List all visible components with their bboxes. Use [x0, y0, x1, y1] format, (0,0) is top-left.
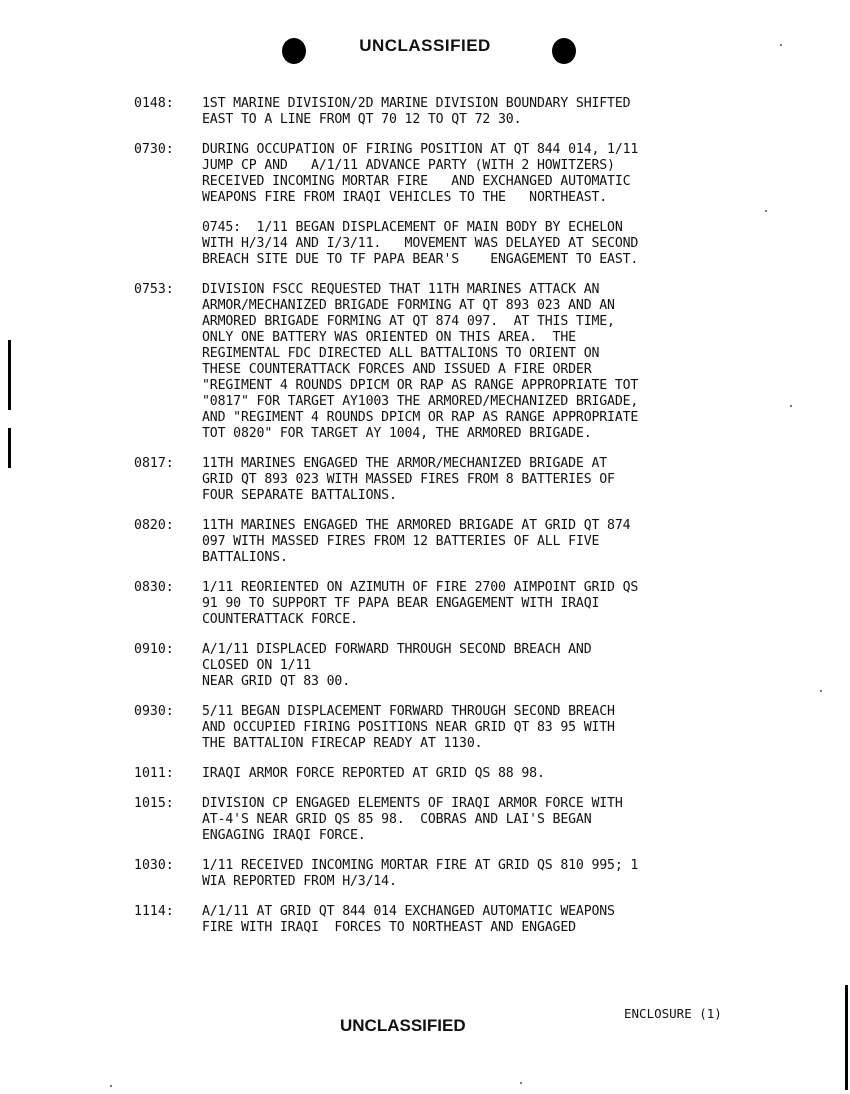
entry-text: A/1/11 AT GRID QT 844 014 EXCHANGED AUTOMATIC WEAPONS FIRE WITH IRAQI FORCES TO NORTHEAST AND ENGAGED	[202, 904, 615, 935]
entry-time: 1015:	[134, 796, 174, 811]
log-entry-0730	[0, 142, 850, 268]
scan-margin-mark	[845, 985, 848, 1090]
entry-time: 1011:	[134, 766, 174, 781]
entry-text: DIVISION CP ENGAGED ELEMENTS OF IRAQI ARMOR FORCE WITH AT-4'S NEAR GRID QS 85 98. COBRAS AND LAI'S BEGAN ENGAGING IRAQI FORCE.	[202, 796, 623, 843]
log-entry-0817	[0, 456, 850, 504]
entry-time: 0817:	[134, 456, 174, 471]
entry-time: 0910:	[134, 642, 174, 657]
classification-footer: UNCLASSIFIED	[340, 1016, 466, 1035]
log-entry-0820	[0, 518, 850, 566]
entry-time: 0820:	[134, 518, 174, 533]
scan-speck	[520, 1082, 522, 1084]
log-entries	[0, 96, 850, 950]
log-entry-0753	[0, 282, 850, 442]
scan-speck	[780, 44, 782, 46]
scan-speck	[790, 405, 792, 407]
entry-text: 1/11 REORIENTED ON AZIMUTH OF FIRE 2700 AIMPOINT GRID QS 91 90 TO SUPPORT TF PAPA BEAR ENGAGEMENT WITH IRAQI COUNTERATTACK FORCE.	[202, 580, 639, 627]
classification-header: UNCLASSIFIED	[359, 36, 491, 55]
log-entry-0830	[0, 580, 850, 628]
entry-time: 1030:	[134, 858, 174, 873]
entry-time: 0730:	[134, 142, 174, 157]
entry-text: 11TH MARINES ENGAGED THE ARMOR/MECHANIZED BRIGADE AT GRID QT 893 023 WITH MASSED FIRES FROM 8 BATTERIES OF FOUR SEPARATE BATTALIONS.	[202, 456, 615, 503]
log-entry-0930	[0, 704, 850, 752]
scan-speck	[820, 690, 822, 692]
scan-speck	[765, 210, 767, 212]
entry-subparagraph: 0745: 1/11 BEGAN DISPLACEMENT OF MAIN BODY BY ECHELON WITH H/3/14 AND I/3/11. MOVEMENT WAS DELAYED AT SECOND BREACH SITE DUE TO TF PAPA BEAR'S ENGAGEMENT TO EAST.	[202, 220, 639, 267]
entry-text: IRAQI ARMOR FORCE REPORTED AT GRID QS 88 98.	[202, 766, 545, 781]
entry-time: 1114:	[134, 904, 174, 919]
scan-margin-mark	[8, 428, 11, 468]
enclosure-label: ENCLOSURE (1)	[624, 1006, 722, 1021]
entry-text: 5/11 BEGAN DISPLACEMENT FORWARD THROUGH SECOND BREACH AND OCCUPIED FIRING POSITIONS NEAR GRID QT 83 95 WITH THE BATTALION FIRECAP READY AT 1130.	[202, 704, 615, 751]
entry-text: 1ST MARINE DIVISION/2D MARINE DIVISION BOUNDARY SHIFTED EAST TO A LINE FROM QT 70 12 TO QT 72 30.	[202, 96, 631, 127]
entry-text: DURING OCCUPATION OF FIRING POSITION AT QT 844 014, 1/11 JUMP CP AND A/1/11 ADVANCE PARTY (WITH 2 HOWITZERS) RECEIVED INCOMING MORTAR FIRE AND EXCHANGED AUTOMATIC WEAPONS FIRE FROM IRAQI VEHICLES TO THE NORTHEAST.	[202, 142, 639, 205]
log-entry-0910	[0, 642, 850, 690]
log-entry-1015	[0, 796, 850, 844]
log-entry-1011	[0, 766, 850, 782]
entry-text: 1/11 RECEIVED INCOMING MORTAR FIRE AT GRID QS 810 995; 1 WIA REPORTED FROM H/3/14.	[202, 858, 639, 889]
entry-time: 0753:	[134, 282, 174, 297]
entry-text: DIVISION FSCC REQUESTED THAT 11TH MARINES ATTACK AN ARMOR/MECHANIZED BRIGADE FORMING AT QT 893 023 AND AN ARMORED BRIGADE FORMING AT QT 874 097. AT THIS TIME, ONLY ONE BATTERY WAS ORIENTED ON THIS AREA. THE REGIMENTAL FDC DIRECTED ALL BATTALIONS TO ORIENT ON THESE COUNTERATTACK FORCES AND ISSUED A FIRE ORDER "REGIMENT 4 ROUNDS DPICM OR RAP AS RANGE APPROPRIATE TOT "0817" FOR TARGET AY1003 THE ARMORED/MECHANIZED BRIGADE, AND "REGIMENT 4 ROUNDS DPICM OR RAP AS RANGE APPROPRIATE TOT 0820" FOR TARGET AY 1004, THE ARMORED BRIGADE.	[202, 282, 639, 441]
log-entry-1030	[0, 858, 850, 890]
log-entry-0148	[0, 96, 850, 128]
entry-time: 0148:	[134, 96, 174, 111]
entry-text: A/1/11 DISPLACED FORWARD THROUGH SECOND BREACH AND CLOSED ON 1/11 NEAR GRID QT 83 00.	[202, 642, 592, 689]
entry-text: 11TH MARINES ENGAGED THE ARMORED BRIGADE AT GRID QT 874 097 WITH MASSED FIRES FROM 12 BATTERIES OF ALL FIVE BATTALIONS.	[202, 518, 631, 565]
scan-speck	[110, 1085, 112, 1087]
entry-time: 0930:	[134, 704, 174, 719]
scan-margin-mark	[8, 340, 11, 410]
log-entry-1114	[0, 904, 850, 936]
entry-time: 0830:	[134, 580, 174, 595]
